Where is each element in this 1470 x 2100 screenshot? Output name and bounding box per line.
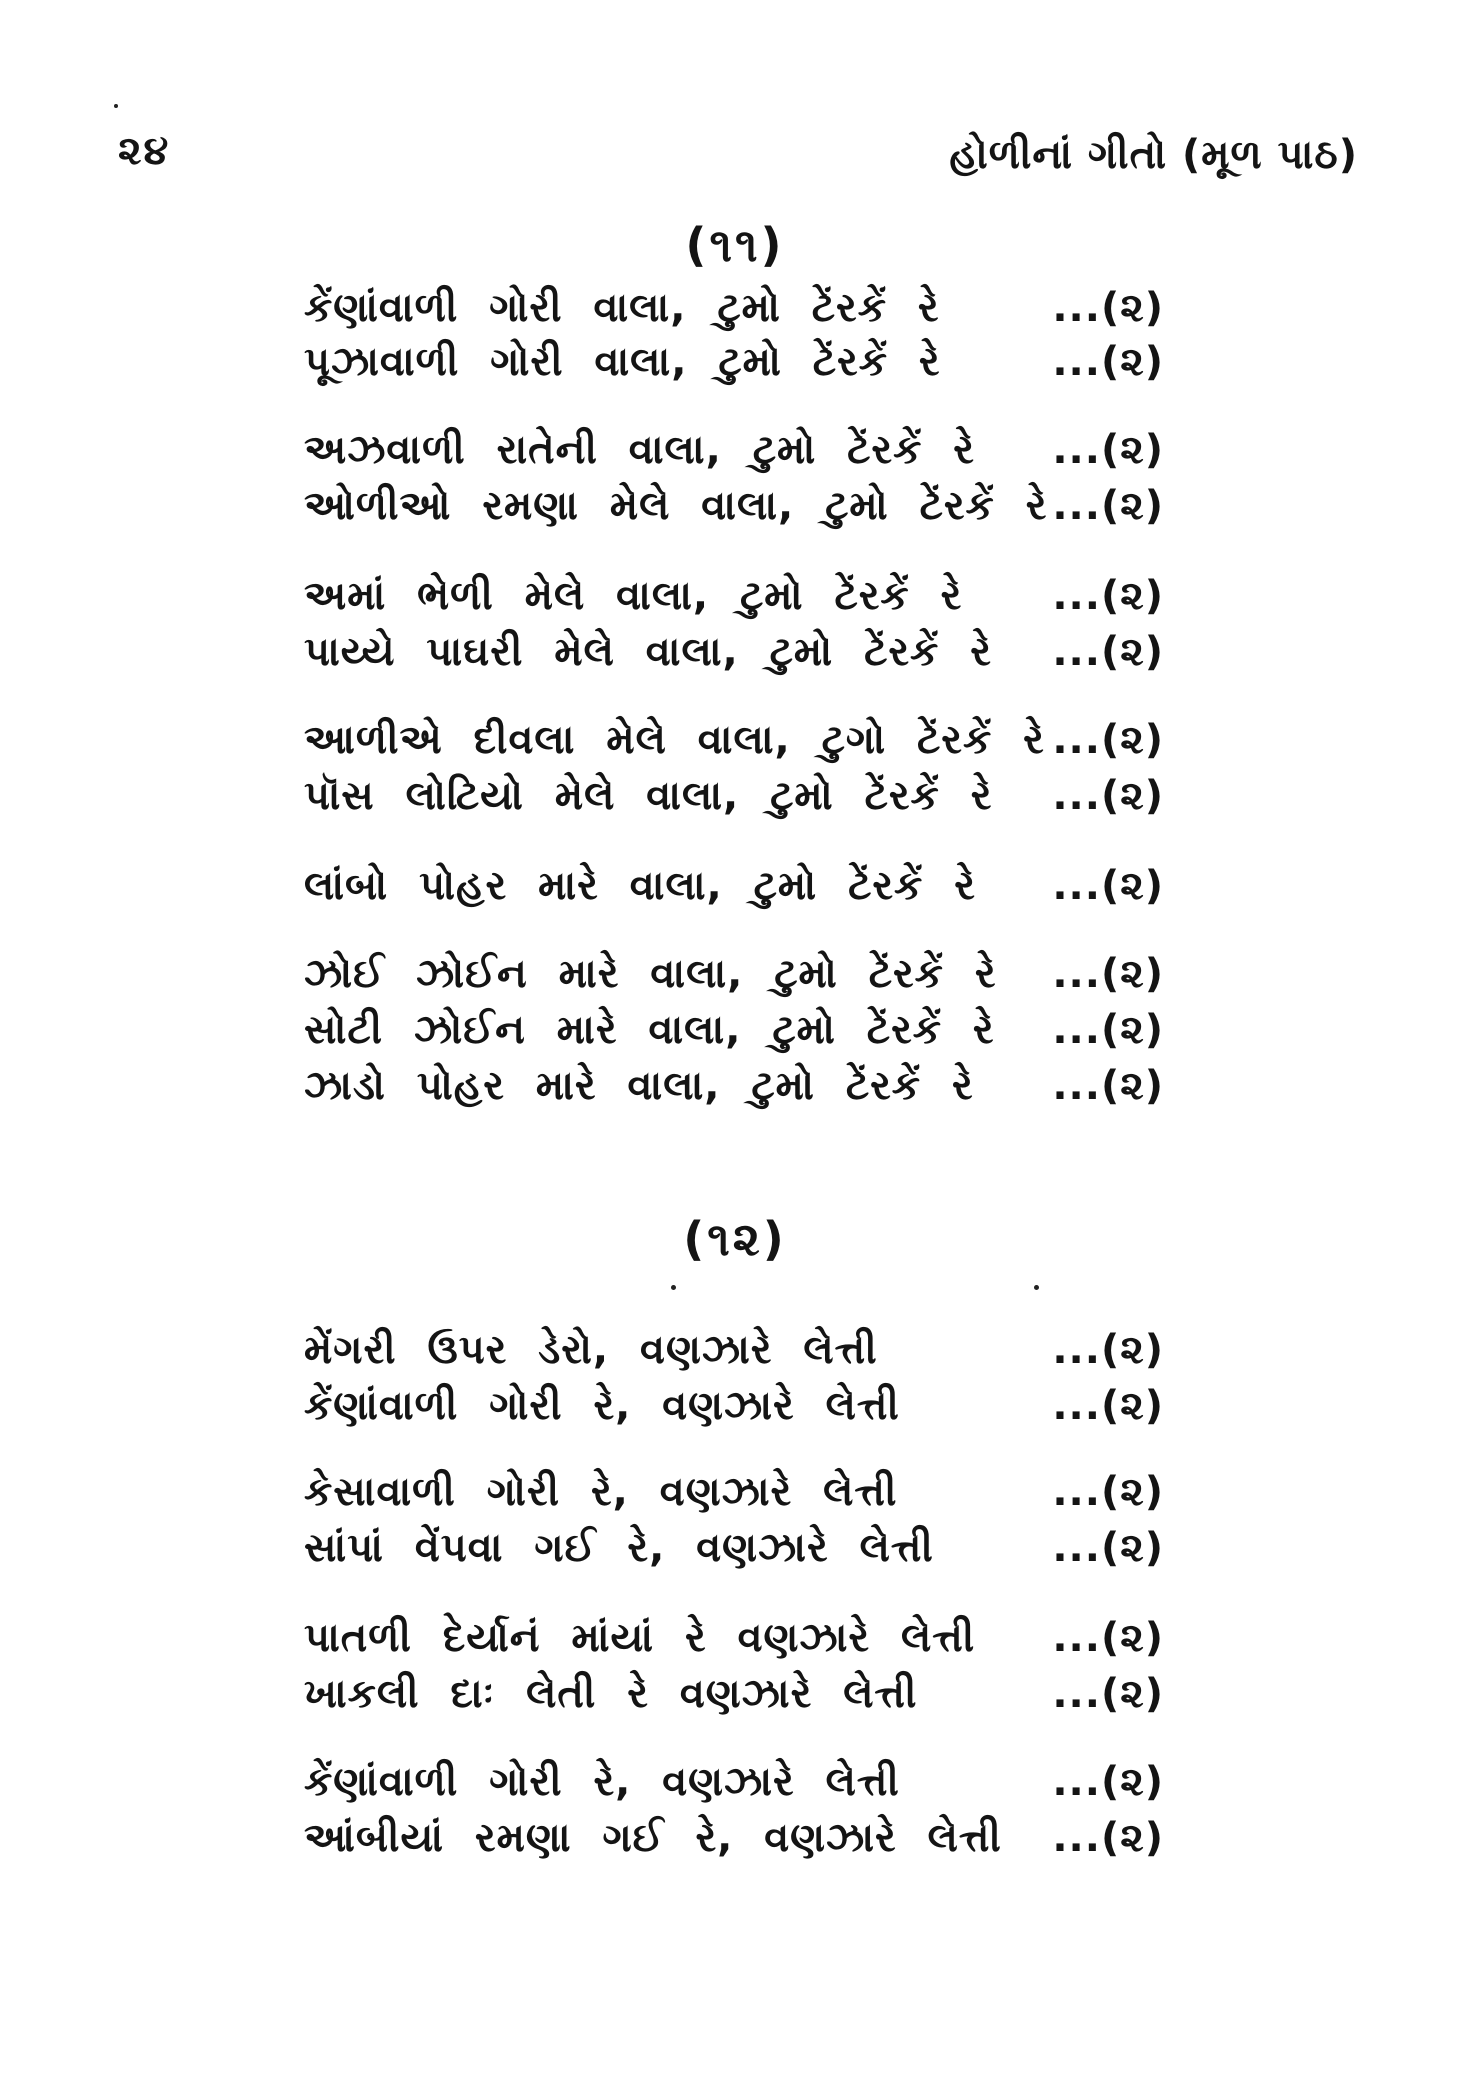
verse-text: ઝાડો પોહર મારે વાલા, ટુમો ટેંરકેં રે [304, 1063, 974, 1109]
refrain-marker: ...(૨) [1052, 863, 1164, 909]
verse-line [304, 715, 1164, 765]
verse-line [304, 1669, 1164, 1719]
stray-mark [114, 104, 118, 108]
verse-text: કેંણાંવાળી ગોરી વાલા, ટુમો ટેંરકેં રે [304, 285, 940, 331]
verse-line [304, 1613, 1164, 1663]
verse-line [304, 1325, 1164, 1375]
verse-text: સાંપાં વેંપવા ગઈ રે, વણઝારે લેત્તી [304, 1525, 934, 1571]
refrain-marker: ...(૨) [1052, 483, 1164, 529]
refrain-marker: ...(૨) [1052, 573, 1164, 619]
verse-text: અમાં ભેળી મેલે વાલા, ટુમો ટેંરકેં રે [304, 573, 963, 619]
verse-line [304, 481, 1164, 531]
refrain-marker: ...(૨) [1052, 285, 1164, 331]
song-number: (૧૧) [685, 218, 785, 272]
verse-line [304, 283, 1164, 333]
refrain-marker: ...(૨) [1052, 1007, 1164, 1053]
song-number: (૧૨) [683, 1212, 787, 1266]
verse-text: મેંગરી ઉપર ડેરો, વણઝારે લેત્તી [304, 1327, 878, 1373]
verse-text: લાંબો પોહર મારે વાલા, ટુમો ટેંરકેં રે [304, 863, 976, 909]
verse-line [304, 771, 1164, 821]
verse-text: ખાકલી દાઃ લેતી રે વણઝારે લેત્તી [304, 1671, 918, 1717]
refrain-marker: ...(૨) [1052, 1063, 1164, 1109]
verse-text: પૉસ લોટિયો મેલે વાલા, ટુમો ટેંરકેં રે [304, 773, 993, 819]
stray-mark [1034, 1285, 1039, 1290]
verse-text: સોટી ઝોઈન મારે વાલા, ટુમો ટેંરકેં રે [304, 1007, 995, 1053]
verse-line [304, 1005, 1164, 1055]
verse-text: કેંણાંવાળી ગોરી રે, વણઝારે લેત્તી [304, 1383, 900, 1429]
refrain-marker: ...(૨) [1052, 717, 1164, 763]
verse-line [304, 1381, 1164, 1431]
verse-text: આળીએ દીવલા મેલે વાલા, ટુગો ટેંરકેં રે [304, 717, 1045, 763]
refrain-marker: ...(૨) [1052, 1759, 1164, 1805]
verse-line [304, 949, 1164, 999]
refrain-marker: ...(૨) [1052, 1327, 1164, 1373]
verse-line [304, 1523, 1164, 1573]
verse-text: કેંણાંવાળી ગોરી રે, વણઝારે લેત્તી [304, 1759, 900, 1805]
verse-text: પાય્યે પાઘરી મેલે વાલા, ટુમો ટેંરકેં રે [304, 629, 992, 675]
verse-line [304, 1757, 1164, 1807]
verse-text: ઓળીઓ રમણા મેલે વાલા, ટુમો ટેંરકેં રે [304, 483, 1048, 529]
verse-line [304, 1061, 1164, 1111]
refrain-marker: ...(૨) [1052, 427, 1164, 473]
verse-text: આંબીયાં રમણા ગઈ રે, વણઝારે લેત્તી [304, 1815, 1002, 1861]
verse-line [304, 571, 1164, 621]
refrain-marker: ...(૨) [1052, 951, 1164, 997]
verse-line [304, 337, 1164, 387]
refrain-marker: ...(૨) [1052, 773, 1164, 819]
verse-text: કેસાવાળી ગોરી રે, વણઝારે લેત્તી [304, 1469, 898, 1515]
verse-line [304, 627, 1164, 677]
refrain-marker: ...(૨) [1052, 1525, 1164, 1571]
verse-line [304, 1467, 1164, 1517]
verse-text: પૂઝાવાળી ગોરી વાલા, ટુમો ટેંરકેં રે [304, 339, 941, 385]
refrain-marker: ...(૨) [1052, 1469, 1164, 1515]
stray-mark [671, 1285, 676, 1290]
refrain-marker: ...(૨) [1052, 629, 1164, 675]
verse-text: પાતળી દેર્યાનં માંયાં રે વણઝારે લેત્તી [304, 1615, 976, 1661]
refrain-marker: ...(૨) [1052, 339, 1164, 385]
verse-line [304, 425, 1164, 475]
refrain-marker: ...(૨) [1052, 1815, 1164, 1861]
verse-line [304, 1813, 1164, 1863]
refrain-marker: ...(૨) [1052, 1615, 1164, 1661]
verse-line [304, 861, 1164, 911]
refrain-marker: ...(૨) [1052, 1671, 1164, 1717]
refrain-marker: ...(૨) [1052, 1383, 1164, 1429]
verse-text: ઝોઈ ઝોઈન મારે વાલા, ટુમો ટેંરકેં રે [304, 951, 997, 997]
running-title: હોળીનાં ગીતો (મૂળ પાઠ) [949, 132, 1358, 178]
page-number: ૨૪ [118, 128, 171, 174]
verse-text: અઝવાળી રાતેની વાલા, ટુમો ટેંરકેં રે [304, 427, 975, 473]
